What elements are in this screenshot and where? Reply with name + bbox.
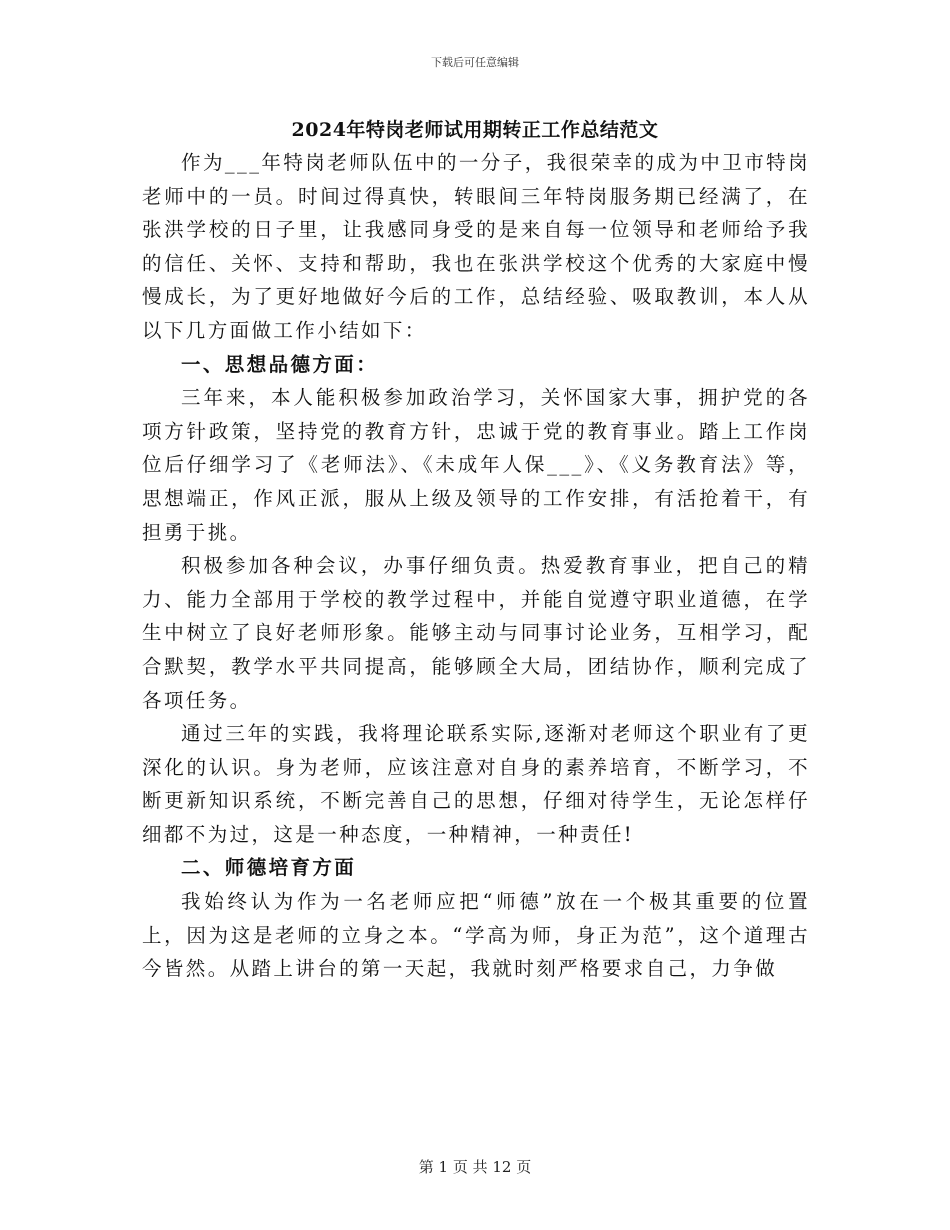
section-heading: 二、师德培育方面 bbox=[181, 856, 357, 880]
document-body bbox=[142, 146, 810, 986]
paragraph: 作为___年特岗老师队伍中的一分子，我很荣幸的成为中卫市特岗老师中的一员。时间过得真快，转眼间三年特岗服务期已经满了，在张洪学校的日子里，让我感同身受的是来自每一位领导和老师给予我的信任、关怀、支持和帮助，我也在张洪学校这个优秀的大家庭中慢慢成长，为了更好地做好今后的工作，总结经验、吸取教训，本人从以下几方面做工作小结如下： bbox=[142, 151, 810, 342]
section-heading: 一、思想品德方面： bbox=[181, 352, 379, 376]
page-number: 第 1 页 共 12 页 bbox=[418, 1158, 532, 1176]
paragraph: 通过三年的实践，我将理论联系实际,逐渐对老师这个职业有了更深化的认识。身为老师，应该注意对自身的素养培育，不断学习，不断更新知识系统，不断完善自己的思想，仔细对待学生，无论怎样仔细都不为过，这是一种态度，一种精神，一种责任! bbox=[142, 722, 810, 846]
document-title: 2024年特岗老师试用期转正工作总结范文 bbox=[291, 119, 659, 141]
paragraph: 积极参加各种会议，办事仔细负责。热爱教育事业，把自己的精力、能力全部用于学校的教学过程中，并能自觉遵守职业道德，在学生中树立了良好老师形象。能够主动与同事讨论业务，互相学习，配合默契，教学水平共同提高，能够顾全大局，团结协作，顺利完成了各项任务。 bbox=[142, 554, 810, 712]
header-note: 下载后可任意编辑 bbox=[431, 56, 519, 69]
paragraph: 我始终认为作为一名老师应把“师德”放在一个极其重要的位置上，因为这是老师的立身之本。“学高为师，身正为范”，这个道理古今皆然。从踏上讲台的第一天起，我就时刻严格要求自己，力争做 bbox=[142, 890, 810, 981]
paragraph: 三年来，本人能积极参加政治学习，关怀国家大事，拥护党的各项方针政策，坚持党的教育方针，忠诚于党的教育事业。踏上工作岗位后仔细学习了《老师法》、《未成年人保___》、《义务教育法》等，思想端正，作风正派，服从上级及领导的工作安排，有活抢着干，有担勇于挑。 bbox=[142, 386, 810, 544]
